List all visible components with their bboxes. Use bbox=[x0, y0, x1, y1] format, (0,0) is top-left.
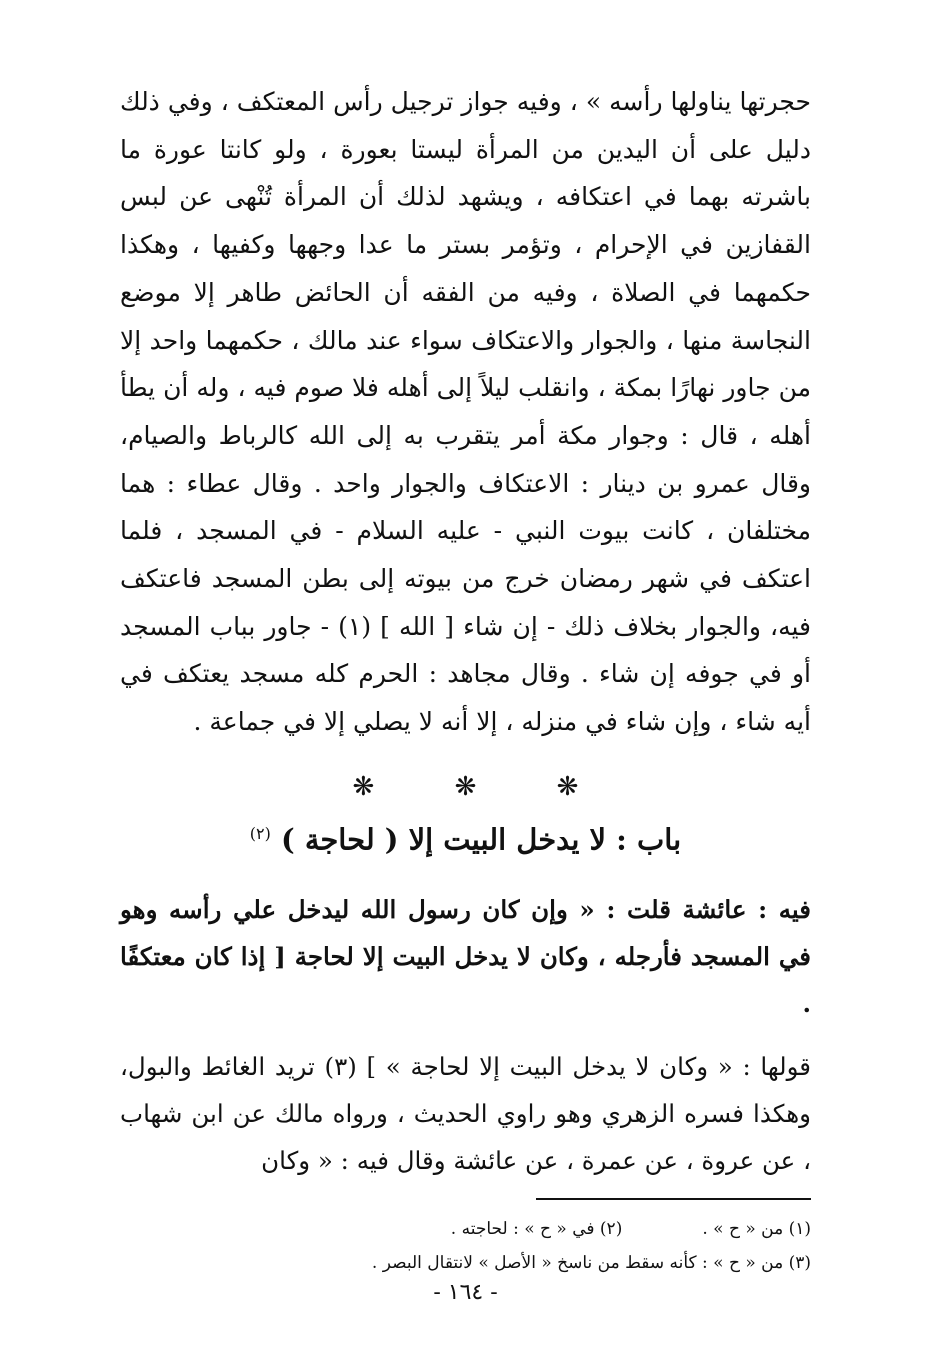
footnotes bbox=[120, 1212, 811, 1280]
hadith-text: فيه : عائشة قلت : « وإن كان رسول الله ليدخل علي رأسه وهو في المسجد فأرجله ، وكان لا يدخل البيت إلا لحاجة [ إذا كان معتكفًا . bbox=[120, 894, 811, 1018]
commentary-paragraph: قولها : « وكان لا يدخل البيت إلا لحاجة » ] (٣) تريد الغائط والبول، وهكذا فسره الزهري وهو راوي الحديث ، ورواه مالك عن ابن شهاب ، عن عروة ، عن عمرة ، عن عائشة وقال فيه : « وكان bbox=[120, 1051, 811, 1175]
section-separator bbox=[120, 772, 811, 802]
asterism-icon: ❋ bbox=[352, 771, 375, 802]
footnote-1: (١) من « ح » . bbox=[702, 1218, 811, 1239]
asterism-icon: ❋ bbox=[556, 771, 579, 802]
chapter-title: باب : لا يدخل البيت إلا ( لحاجة ) bbox=[281, 822, 682, 857]
footnote-divider bbox=[536, 1198, 811, 1200]
footnote-marker: (٢) bbox=[249, 823, 271, 843]
chapter-heading bbox=[120, 808, 811, 866]
body-paragraph: حجرتها يناولها رأسه » ، وفيه جواز ترجيل رأس المعتكف ، وفي ذلك دليل على أن اليدين من المرأة ليستا بعورة ، ولو كانتا عورة ما باشرته بهما في اعتكافه ، ويشهد لذلك أن المرأة تُنْهى عن لبس القفازين في الإحرام ، وتؤمر بستر ما عدا وجهها وكفيها ، وهكذا حكمهما في الصلاة ، وفيه من الفقه أن الحائض طاهر إلا موضع النجاسة منها ، والجوار والاعتكاف سواء عند مالك ، حكمهما واحد إلا من جاور نهارًا بمكة ، وانقلب ليلاً إلى أهله فلا صوم فيه ، وله أن يطأ أهله ، قال : وجوار مكة أمر يتقرب به إلى الله كالرباط والصيام، وقال عمرو بن دينار : الاعتكاف والجوار واحد . وقال عطاء : هما مختلفان ، كانت بيوت النبي - عليه السلام - في المسجد ، فلما اعتكف في شهر رمضان خرج من بيوته إلى بطن المسجد فاعتكف فيه، والجوار بخلاف ذلك - إن شاء [ الله ] (١) - جاور بباب المسجد أو في جوفه إن شاء . وقال مجاهد : الحرم كله مسجد يعتكف في أيه شاء ، وإن شاء في منزله ، إلا أنه لا يصلي إلا في جماعة . bbox=[120, 87, 812, 737]
page-number: - ١٦٤ - bbox=[433, 1280, 498, 1305]
footnote-2: (٢) في « ح » : لحاجته . bbox=[450, 1218, 623, 1239]
asterism-icon: ❋ bbox=[454, 771, 477, 802]
footnote-3: (٣) من « ح » : كأنه سقط من ناسخ « الأصل » لانتقال البصر . bbox=[371, 1252, 811, 1273]
